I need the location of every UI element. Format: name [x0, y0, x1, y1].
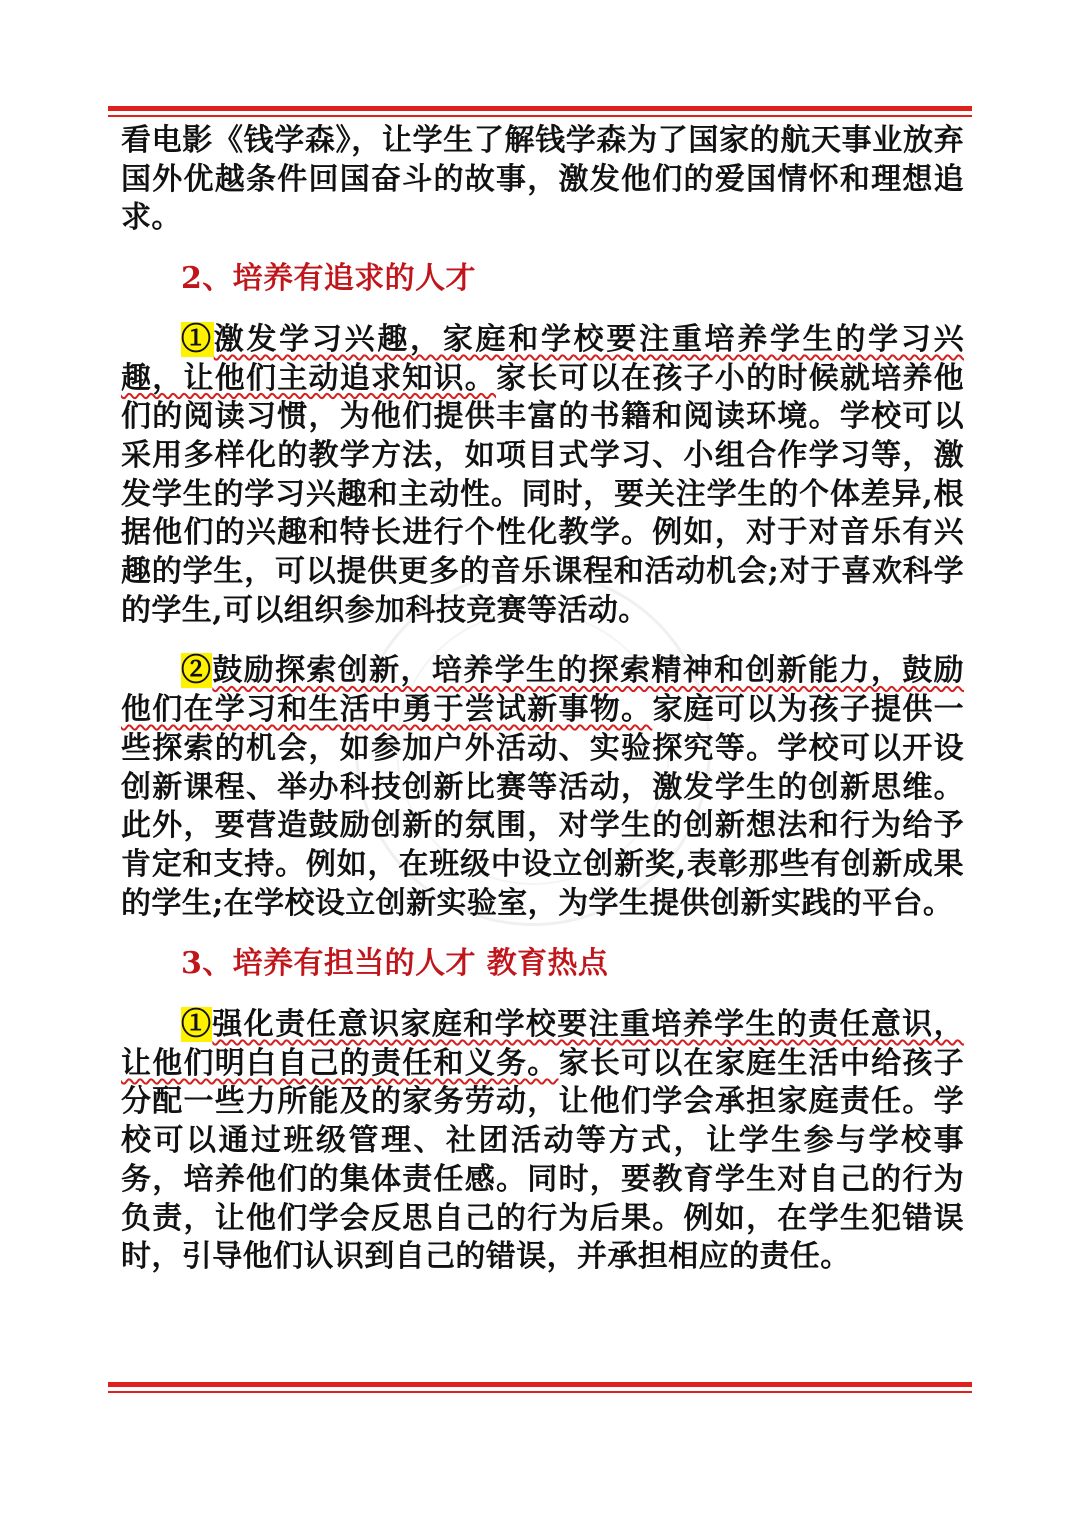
number-badge: ①: [181, 1007, 213, 1043]
paragraph-body: 家庭可以为孩子提供一些探索的机会，如参加户外活动、实验探究等。学校可以开设创新课程、举办科技创新比赛等活动，激发学生的创新思维。此外，要营造鼓励创新的氛围，对学生的创新想法和行为给予肯定和支持。例如，在班级中设立创新奖,表彰那些有创新成果的学生;在学校设立创新实验室，为学生提供创新实践的平台。: [121, 692, 964, 921]
article-body: [121, 122, 964, 1277]
lead-sentence: 激发学习兴趣，家庭和学校要注重培养学生的学习兴趣，让他们主动追求知识。: [121, 321, 965, 396]
paragraph-body: 家长可以在家庭生活中给孩子分配一些力所能及的家务劳动，让他们学会承担家庭责任。学校可以通过班级管理、社团活动等方式，让学生参与学校事务，培养他们的集体责任感。同时，要教育学生对自己的行为负责，让他们学会反思自己的行为后果。例如，在学生犯错误时，引导他们认识到自己的错误，并承担相应的责任。: [121, 1045, 964, 1275]
paragraph-intro: 看电影《钱学森》，让学生了解钱学森为了国家的航天事业放弃国外优越条件回国奋斗的故事，激发他们的爱国情怀和理想追求。: [121, 123, 964, 236]
paragraph-learning-interest: [121, 321, 964, 631]
paragraph-innovation: [121, 652, 964, 923]
paragraph-body: 家长可以在孩子小的时候就培养他们的阅读习惯，为他们提供丰富的书籍和阅读环境。学校可以采用多样化的教学方法，如项目式学习、小组合作学习等，激发学生的学习兴趣和主动性。同时，要关注学生的个体差异,根据他们的兴趣和特长进行个性化教学。例如，对于对音乐有兴趣的学生，可以提供更多的音乐课程和活动机会;对于喜欢科学的学生,可以组织参加科技竞赛等活动。: [121, 360, 964, 628]
lead-sentence: 鼓励探索创新，培养学生的探索精神和创新能力，鼓励他们在学习和生活中勇于尝试新事物。: [121, 653, 964, 728]
number-badge: ②: [181, 653, 213, 689]
section-heading-2: 2、培养有追求的人才: [181, 261, 476, 297]
top-border-rule: [108, 106, 972, 117]
bottom-border-rule: [108, 1382, 972, 1393]
lead-sentence: 强化责任意识家庭和学校要注重培养学生的责任意识，让他们明白自己的责任和义务。: [121, 1007, 964, 1081]
section-heading-3: 3、培养有担当的人才 教育热点: [181, 946, 609, 982]
paragraph-responsibility: [121, 1006, 964, 1277]
number-badge: ①: [181, 321, 214, 357]
